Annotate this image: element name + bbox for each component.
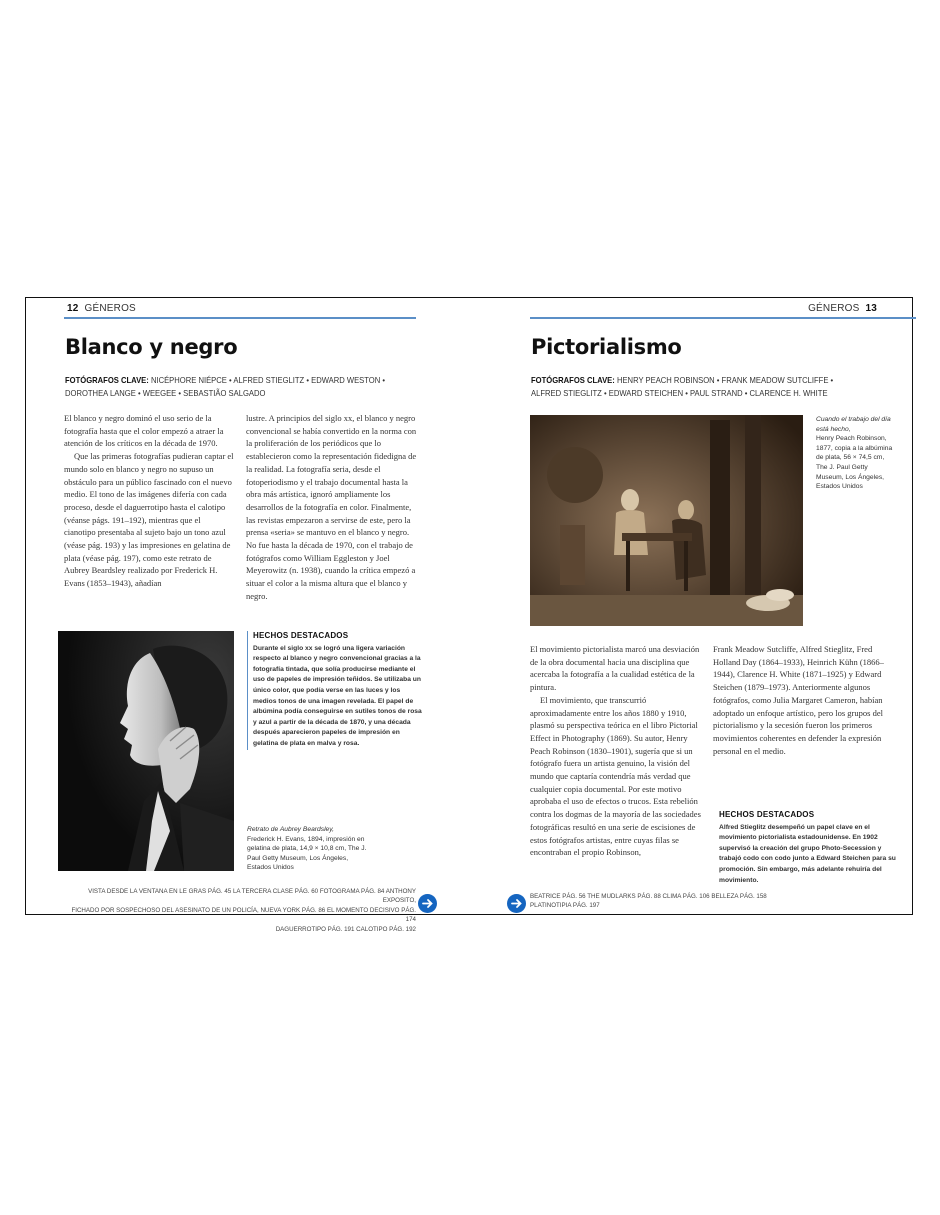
highlights-box: [247, 631, 425, 750]
arrow-right-icon[interactable]: [418, 894, 437, 913]
caption-body: Henry Peach Robinson, 1877, copia a la albúmina de plata, 56 × 74,5 cm, The J. Paul Getty Museum, Los Ángeles, Estados Unidos: [816, 435, 893, 491]
right-running-head: [808, 303, 880, 314]
paragraph: El movimiento pictorialista marcó una desviación de la obra documental hacia una disciplina que acercaba la fotografía a la cualidad estética de la pintura.: [530, 644, 700, 693]
xref-line[interactable]: PLATINOTIPIA PÁG. 197: [530, 902, 600, 910]
highlights-title: HECHOS DESTACADOS: [253, 631, 349, 640]
paragraph: Que las primeras fotografías pudieran captar el mundo solo en blanco y negro no supuso un obstáculo para un público fascinado con el nuevo medio. El tono de las imágenes difería con cada proceso, desde el daguerrotipo hasta el calotipo (véanse págs. 191–192), mientras que el cianotipo presentaba al sujeto bajo un tono azul (véase pág. 193) y las impresiones en gelatina de plata (véase pág. 197), como este retrato de Aubrey Beardsley realizado por Frederick H. Evans (1853–1943), añadían: [64, 451, 234, 589]
key-line-2: DOROTHEA LANGE • WEEGEE • SEBASTIÃO SALGADO: [65, 387, 266, 398]
left-page: [26, 298, 470, 933]
left-running-head: [64, 303, 136, 314]
caption-body: Frederick H. Evans, 1894, impresión en gelatina de plata, 14,9 × 10,8 cm, The J. Paul Getty Museum, Los Ángeles, Estados Unidos: [247, 835, 367, 872]
page-number: 12: [67, 303, 79, 314]
highlights-body: Durante el siglo xx se logró una ligera variación respecto al blanco y negro convencional gracias a la fotografía tintada, que solía producirse mediante el uso de papeles de impresión teñidos. Se utilizaba un único color, que podía verse en las luces y los medios tonos de una imagen revelada. El papel de albúmina podía conseguirse en sutiles tonos de rosa y azul a partir de la década de 1870, y una década después aparecieron papeles de impresión en gelatina de plata en malva y rosa.: [253, 644, 422, 747]
key-line-2: ALFRED STIEGLITZ • EDWARD STEICHEN • PAUL STRAND • CLARENCE H. WHITE: [531, 387, 828, 398]
xref-line[interactable]: DAGUERROTIPO PÁG. 191 CALOTIPO PÁG. 192: [275, 925, 416, 933]
body-column-1: [530, 643, 702, 859]
key-label: FOTÓGRAFOS CLAVE:: [531, 375, 615, 385]
paragraph: Frank Meadow Sutcliffe, Alfred Stieglitz, Fred Holland Day (1864–1933), Heinrich Kühn (1866–1944), Clarence H. White (1871–1925) y Edward Steichen (1879–1973). Anteriormente algunos fotógrafos, como Julia Margaret Cameron, habían adoptado un enfoque artístico, pero los grupos del pictorialismo y la secesión fueron los primeros movimientos coherentes en defender la expresión personal en el medio.: [713, 644, 884, 756]
arrow-right-icon[interactable]: [507, 894, 526, 913]
book-spread: [25, 297, 913, 933]
section-name: GÉNEROS: [808, 303, 860, 314]
paragraph: El movimiento, que transcurrió aproximadamente entre los años 1880 y 1910, plasmó su perspectiva teórica en el libro Pictorial Effect in Photography (1869). Su autor, Henry Peach Robinson (1830–1901), sugería que si un fotógrafo fuera un artista genuino, la visión del mundo que captaría contendría más verdad que cualquier copia documental. Por este motivo aprobaba el uso de efectos o trucos. Esta rebelión contra los dogmas de la mayoría de las sociedades fotográficas resultó en una serie de escisiones de estos fotógrafos artistas, entre cuyas filas se encontraban el propio Robinson,: [530, 694, 701, 858]
header-rule: [64, 317, 416, 319]
xref-line[interactable]: FICHADO POR SOSPECHOSO DEL ASESINATO DE UN POLICÍA, NUEVA YORK PÁG. 86 EL MOMENTO DECISIVO PÁG. 174: [71, 906, 416, 924]
key-line-1: HENRY PEACH ROBINSON • FRANK MEADOW SUTCLIFFE •: [616, 375, 834, 385]
key-photographers: [65, 374, 424, 399]
header-rule: [530, 317, 916, 319]
photo-caption: [816, 415, 896, 492]
cross-references: [530, 892, 910, 911]
caption-title: Cuando el trabajo del día está hecho,: [816, 416, 891, 433]
page-number: 13: [865, 303, 877, 314]
xref-line[interactable]: VISTA DESDE LA VENTANA EN LE GRAS PÁG. 45 LA TERCERA CLASE PÁG. 60 FOTOGRAMA PÁG. 84 ANTHONY EXPOSITO,: [88, 888, 416, 905]
sepia-photo: [530, 415, 803, 626]
highlights-title: HECHOS DESTACADOS: [719, 810, 815, 819]
key-photographers: [531, 374, 899, 399]
key-label: FOTÓGRAFOS CLAVE:: [65, 375, 149, 385]
caption-title: Retrato de Aubrey Beardsley,: [247, 826, 334, 833]
key-line-1: NICÉPHORE NIÉPCE • ALFRED STIEGLITZ • EDWARD WESTON •: [150, 375, 386, 385]
paragraph: lustre. A principios del siglo xx, el blanco y negro convencional se había convertido en la norma con la proliferación de los periódicos que lo establecieron como la representación fidedigna de la realidad. La fotografía seria, desde el fotoperiodismo y el trabajo documental hasta la obra más artística, ignoró ampliamente los desarrollos de la fotografía en color. Finalmente, las revistas empezaron a servirse de este, pero la prensa «seria» se mantuvo en el blanco y negro. No fue hasta la década de 1970, con el trabajo de fotógrafos como William Eggleston y Joel Meyerowitz (n. 1938), cuando la crítica empezó a situar el color a la misma altura que el blanco y negro.: [246, 413, 417, 601]
highlights-box: [719, 810, 899, 886]
photo-caption: [247, 825, 367, 873]
section-name: GÉNEROS: [84, 303, 136, 314]
paragraph: El blanco y negro dominó el uso serio de la fotografía hasta que el color empezó a atraer la atención de los críticos en la década de 1970.: [64, 413, 224, 449]
right-page: [470, 298, 914, 914]
body-column-1: [64, 412, 234, 590]
page-title: Pictorialismo: [531, 335, 682, 359]
body-column-2: [246, 412, 418, 603]
body-column-2: [713, 643, 888, 757]
portrait-photo: [58, 631, 234, 871]
cross-references: [64, 887, 416, 934]
page-title: Blanco y negro: [65, 335, 238, 359]
xref-line[interactable]: BEATRICE PÁG. 56 THE MUDLARKS PÁG. 88 CLIMA PÁG. 106 BELLEZA PÁG. 158: [530, 893, 767, 900]
highlights-body: Alfred Stieglitz desempeñó un papel clave en el movimiento pictorialista estadounidense. En 1902 supervisó la creación del grupo Photo-Secession y trabajó codo con codo junto a Edward Steichen para su promoción. Sin embargo, más adelante rehuiría del movimiento.: [719, 823, 896, 884]
